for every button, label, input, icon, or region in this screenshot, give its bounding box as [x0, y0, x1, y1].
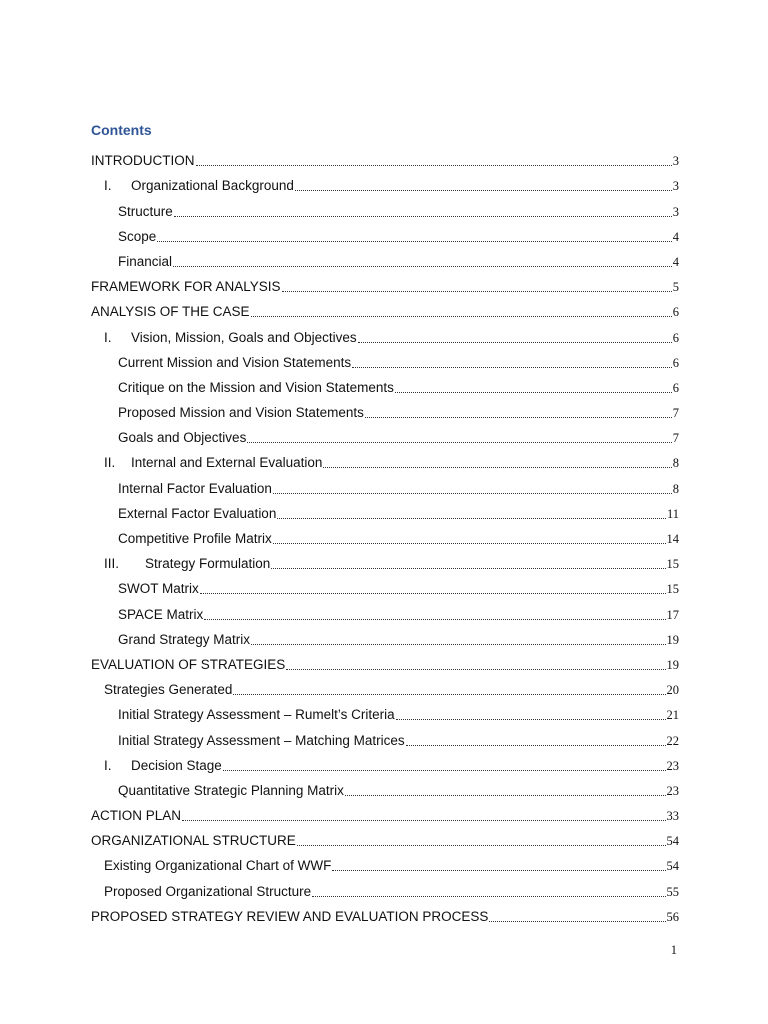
toc-entry-page: 7	[672, 431, 679, 446]
toc-dot-leader	[286, 659, 665, 673]
toc-entry[interactable]	[0, 723, 768, 748]
toc-dot-leader	[223, 760, 666, 774]
toc-entry-page: 56	[666, 909, 679, 924]
toc-entry-title: INTRODUCTION	[91, 153, 195, 169]
toc-entry[interactable]	[0, 245, 768, 270]
toc-entry[interactable]	[0, 169, 768, 194]
toc-entry-page: 5	[672, 280, 679, 295]
toc-entry[interactable]	[0, 799, 768, 824]
toc-entry-title: Quantitative Strategic Planning Matrix	[118, 782, 344, 798]
toc-entry-page: 20	[666, 683, 679, 698]
toc-entry[interactable]	[0, 572, 768, 597]
toc-dot-leader	[157, 231, 671, 245]
toc-entry[interactable]	[0, 396, 768, 421]
toc-dot-leader	[312, 886, 665, 900]
toc-entry-page: 11	[666, 506, 679, 521]
toc-dot-leader	[273, 533, 666, 547]
toc-entry-page: 17	[666, 607, 679, 622]
toc-entry[interactable]	[0, 144, 768, 169]
page-number: 1	[670, 943, 677, 957]
toc-dot-leader	[196, 155, 672, 169]
toc-dot-leader	[182, 810, 665, 824]
toc-entry-number: II.	[104, 455, 116, 471]
toc-dot-leader	[173, 256, 672, 270]
toc-dot-leader	[233, 684, 665, 698]
toc-entry[interactable]	[0, 774, 768, 799]
toc-dot-leader	[247, 432, 671, 446]
toc-entry-page: 33	[666, 809, 679, 824]
toc-entry[interactable]	[0, 698, 768, 723]
toc-entry-title: Financial	[118, 253, 173, 269]
toc-entry-title: Proposed Organizational Structure	[104, 883, 312, 899]
toc-entry-page: 54	[666, 859, 679, 874]
toc-entry-title: Goals and Objectives	[118, 430, 247, 446]
toc-entry[interactable]	[0, 648, 768, 673]
toc-entry-title: Scope	[118, 228, 157, 244]
toc-entry-title: SPACE Matrix	[118, 606, 204, 622]
toc-entry[interactable]	[0, 849, 768, 874]
toc-entry-number: I.	[104, 329, 112, 345]
toc-entry-title: External Factor Evaluation	[118, 505, 277, 521]
toc-dot-leader	[332, 860, 665, 874]
toc-entry-page: 14	[666, 532, 679, 546]
toc-dot-leader	[282, 281, 672, 295]
toc-dot-leader	[406, 735, 666, 749]
toc-entry-title: Internal Factor Evaluation	[118, 480, 272, 496]
toc-entry[interactable]	[0, 194, 768, 219]
toc-dot-leader	[352, 357, 672, 371]
toc-entry-page: 8	[672, 456, 679, 471]
toc-entry-title: Initial Strategy Assessment – Rumelt’s Criteria	[118, 707, 395, 723]
toc-entry-title: Initial Strategy Assessment – Matching Matrices	[118, 732, 405, 748]
toc-entry[interactable]	[0, 270, 768, 295]
toc-entry-title: SWOT Matrix	[118, 581, 199, 597]
toc-dot-leader	[251, 634, 665, 648]
toc-entry-page: 22	[666, 733, 679, 748]
toc-entry-title: EVALUATION OF STRATEGIES	[91, 656, 286, 672]
toc-dot-leader	[297, 835, 666, 849]
toc-dot-leader	[345, 785, 666, 799]
toc-entry[interactable]	[0, 471, 768, 496]
toc-dot-leader	[271, 558, 665, 572]
toc-entry-page: 3	[672, 154, 679, 169]
toc-entry[interactable]	[0, 673, 768, 698]
toc-entry-title: Critique on the Mission and Vision Statements	[118, 379, 394, 395]
toc-entry-page: 4	[672, 229, 679, 244]
toc-entry-title: Current Mission and Vision Statements	[118, 354, 352, 370]
toc-entry-title: Strategy Formulation	[145, 556, 271, 572]
toc-entry-number: III.	[104, 556, 120, 572]
toc-entry[interactable]	[0, 421, 768, 446]
toc-entry-page: 21	[666, 708, 679, 723]
toc-dot-leader	[295, 180, 672, 194]
toc-entry[interactable]	[0, 320, 768, 345]
toc-heading: Contents	[91, 122, 152, 138]
toc-entry-number: I.	[104, 757, 112, 773]
toc-entry-title: Decision Stage	[131, 757, 222, 773]
toc-dot-leader	[273, 483, 672, 497]
toc-entry[interactable]	[0, 900, 768, 925]
toc-dot-leader	[489, 911, 665, 925]
toc-entry-page: 3	[672, 179, 679, 194]
toc-entry-page: 6	[672, 355, 679, 370]
toc-entry-title: Vision, Mission, Goals and Objectives	[131, 329, 357, 345]
toc-entry-page: 6	[672, 380, 679, 395]
toc-dot-leader	[174, 206, 672, 220]
toc-entry-page: 23	[666, 783, 679, 798]
toc-dot-leader	[358, 332, 672, 346]
toc-entry[interactable]	[0, 522, 768, 547]
toc-entry-title: Proposed Mission and Vision Statements	[118, 405, 364, 421]
toc-entry[interactable]	[0, 371, 768, 396]
toc-dot-leader	[200, 583, 666, 597]
toc-entry-page: 3	[672, 204, 679, 219]
toc-dot-leader	[365, 407, 672, 421]
toc-entry[interactable]	[0, 824, 768, 849]
toc-entry-title: ANALYSIS OF THE CASE	[91, 304, 250, 320]
toc-entry-page: 6	[672, 330, 679, 345]
toc-entry[interactable]	[0, 497, 768, 522]
toc-dot-leader	[396, 709, 666, 723]
toc-dot-leader	[251, 306, 672, 320]
toc-entry-page: 55	[666, 884, 679, 899]
toc-entry-title: Strategies Generated	[104, 682, 233, 698]
toc-entry-page: 54	[666, 834, 679, 849]
toc-entry-number: I.	[104, 178, 112, 194]
toc-dot-leader	[204, 609, 665, 623]
toc-entry[interactable]	[0, 346, 768, 371]
toc-entry-page: 19	[666, 657, 679, 672]
toc-dot-leader	[395, 382, 672, 396]
toc-entry-title: ACTION PLAN	[91, 808, 182, 824]
toc-entry[interactable]	[0, 220, 768, 245]
toc-entry[interactable]	[0, 874, 768, 899]
toc-entry-title: Grand Strategy Matrix	[118, 631, 251, 647]
toc-entry-page: 6	[672, 305, 679, 320]
table-of-contents	[0, 144, 768, 925]
toc-entry-page: 7	[672, 406, 679, 421]
toc-entry-title: ORGANIZATIONAL STRUCTURE	[91, 833, 296, 849]
toc-entry[interactable]	[0, 597, 768, 622]
toc-entry-title: PROPOSED STRATEGY REVIEW AND EVALUATION PROCESS	[91, 908, 489, 924]
toc-entry[interactable]	[0, 623, 768, 648]
toc-entry-page: 15	[666, 582, 679, 597]
toc-entry-page: 23	[666, 758, 679, 773]
toc-entry-title: Competitive Profile Matrix	[118, 531, 272, 546]
toc-entry-page: 19	[666, 632, 679, 647]
toc-entry-page: 8	[672, 481, 679, 496]
toc-entry[interactable]	[0, 749, 768, 774]
toc-entry-title: Existing Organizational Chart of WWF	[104, 858, 332, 874]
toc-entry-title: Organizational Background	[131, 178, 294, 194]
toc-entry-title: Structure	[118, 203, 173, 219]
toc-dot-leader	[323, 457, 671, 471]
toc-entry-page: 4	[672, 254, 679, 269]
toc-entry-page: 15	[666, 557, 679, 572]
toc-entry[interactable]	[0, 295, 768, 320]
toc-entry-title: Internal and External Evaluation	[131, 455, 323, 471]
toc-entry[interactable]	[0, 547, 768, 572]
toc-entry[interactable]	[0, 446, 768, 471]
toc-entry-title: FRAMEWORK FOR ANALYSIS	[91, 279, 281, 295]
toc-dot-leader	[277, 508, 666, 522]
